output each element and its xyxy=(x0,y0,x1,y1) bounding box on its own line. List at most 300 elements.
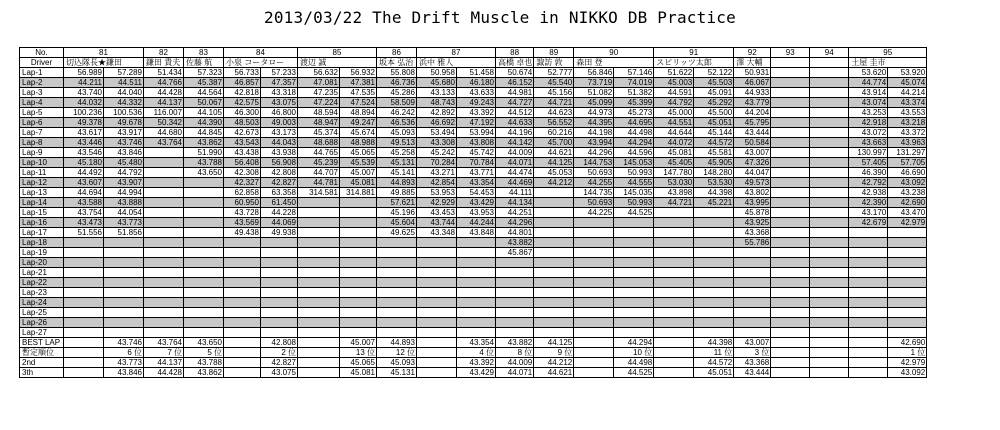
lap-time-cell xyxy=(340,248,377,258)
lap-time-cell: 44.801 xyxy=(496,228,534,238)
lap-time-cell: 48.988 xyxy=(340,138,377,148)
lap-time-cell: 46.690 xyxy=(888,168,927,178)
driver-name: 森田 登 xyxy=(574,58,654,68)
lap-time-cell xyxy=(340,208,377,218)
lap-time-cell: 43.075 xyxy=(261,98,298,108)
lap-time-cell: 314.881 xyxy=(340,188,377,198)
lap-row xyxy=(20,88,927,98)
lap-time-cell: 44.555 xyxy=(614,178,654,188)
lap-time-cell xyxy=(534,258,574,268)
lap-time-cell xyxy=(574,318,614,328)
lap-time-cell: 44.973 xyxy=(574,108,614,118)
summary-cell xyxy=(64,358,104,368)
lap-time-cell: 45.239 xyxy=(298,158,340,168)
lap-time-cell xyxy=(534,298,574,308)
summary-cell: 44.572 xyxy=(694,358,734,368)
lap-time-cell: 148.280 xyxy=(694,168,734,178)
lap-time-cell: 43.746 xyxy=(104,138,144,148)
summary-cell xyxy=(654,368,694,378)
lap-time-cell xyxy=(771,88,810,98)
summary-cell: 13 位 xyxy=(340,348,377,358)
lap-time-cell xyxy=(574,278,614,288)
lap-time-cell: 55.808 xyxy=(377,68,417,78)
lap-time-cell: 43.963 xyxy=(888,138,927,148)
lap-time-cell xyxy=(457,238,496,248)
lap-time-cell: 44.032 xyxy=(64,98,104,108)
lap-time-cell: 44.765 xyxy=(298,148,340,158)
lap-time-cell xyxy=(184,248,224,258)
lap-time-cell: 44.211 xyxy=(64,78,104,88)
summary-cell xyxy=(771,338,810,348)
car-number: 88 xyxy=(496,48,534,58)
driver-name: スピリッツ太郎 xyxy=(654,58,734,68)
lap-time-cell: 44.525 xyxy=(614,208,654,218)
lap-time-cell: 44.893 xyxy=(377,178,417,188)
lap-time-cell: 44.228 xyxy=(261,208,298,218)
car-number: 92 xyxy=(734,48,771,58)
lap-time-cell: 50.693 xyxy=(574,198,614,208)
lap-time-cell xyxy=(298,228,340,238)
lap-time-cell: 43.372 xyxy=(888,128,927,138)
lap-time-cell xyxy=(377,258,417,268)
lap-time-cell xyxy=(574,238,614,248)
lap-time-cell: 44.721 xyxy=(534,98,574,108)
lap-time-cell xyxy=(298,198,340,208)
lap-time-cell: 44.225 xyxy=(574,208,614,218)
lap-time-cell: 44.071 xyxy=(496,158,534,168)
lap-time-cell xyxy=(340,288,377,298)
lap-time-cell xyxy=(654,328,694,338)
lap-time-cell xyxy=(694,258,734,268)
lap-time-cell: 45.405 xyxy=(654,158,694,168)
summary-cell: 5 位 xyxy=(184,348,224,358)
lap-row xyxy=(20,258,927,268)
lap-time-cell xyxy=(144,248,184,258)
lap-label: Lap-14 xyxy=(20,198,64,208)
summary-cell: 43.862 xyxy=(184,368,224,378)
lap-time-cell: 42.827 xyxy=(261,178,298,188)
lap-time-cell: 43.607 xyxy=(64,178,104,188)
lap-time-cell: 45.007 xyxy=(340,168,377,178)
summary-cell xyxy=(810,338,849,348)
lap-time-cell xyxy=(574,268,614,278)
lap-time-cell xyxy=(888,318,927,328)
lap-time-cell xyxy=(184,218,224,228)
lap-time-cell xyxy=(184,228,224,238)
lap-time-cell xyxy=(184,238,224,248)
lap-time-cell: 43.470 xyxy=(888,208,927,218)
lap-time-cell: 44.591 xyxy=(654,88,694,98)
summary-cell: 45.081 xyxy=(340,368,377,378)
summary-cell: 43.764 xyxy=(144,338,184,348)
lap-time-cell: 49.513 xyxy=(377,138,417,148)
lap-time-cell: 43.072 xyxy=(849,128,888,138)
lap-time-cell: 43.740 xyxy=(64,88,104,98)
lap-time-cell: 43.771 xyxy=(457,168,496,178)
lap-time-cell xyxy=(377,328,417,338)
lap-time-cell xyxy=(614,318,654,328)
lap-row xyxy=(20,108,927,118)
lap-time-cell xyxy=(64,278,104,288)
lap-time-cell: 100.536 xyxy=(104,108,144,118)
lap-time-cell xyxy=(261,258,298,268)
lap-time-cell xyxy=(534,228,574,238)
lap-time-cell xyxy=(694,228,734,238)
lap-time-cell xyxy=(144,328,184,338)
lap-time-cell: 44.214 xyxy=(888,88,927,98)
lap-row xyxy=(20,148,927,158)
lap-time-cell xyxy=(184,298,224,308)
lap-time-cell: 44.332 xyxy=(104,98,144,108)
lap-time-cell xyxy=(810,138,849,148)
lap-time-cell xyxy=(144,148,184,158)
lap-time-cell: 57.146 xyxy=(614,68,654,78)
lap-time-cell: 48.894 xyxy=(340,108,377,118)
lap-time-cell: 46.736 xyxy=(377,78,417,88)
lap-time-cell: 45.074 xyxy=(888,78,927,88)
lap-time-cell xyxy=(888,238,927,248)
lap-time-cell: 43.546 xyxy=(64,148,104,158)
car-number: 90 xyxy=(574,48,654,58)
lap-time-cell: 49.378 xyxy=(64,118,104,128)
lap-time-cell: 43.170 xyxy=(849,208,888,218)
lap-time-cell xyxy=(654,298,694,308)
summary-cell xyxy=(654,338,694,348)
lap-time-cell xyxy=(377,268,417,278)
summary-cell xyxy=(849,348,888,358)
lap-time-cell xyxy=(734,318,771,328)
lap-time-cell xyxy=(224,268,261,278)
lap-time-cell xyxy=(694,298,734,308)
lap-time-cell xyxy=(104,278,144,288)
lap-time-cell xyxy=(771,78,810,88)
summary-cell: 43.788 xyxy=(184,358,224,368)
lap-time-cell: 48.743 xyxy=(417,98,457,108)
lap-time-cell xyxy=(694,328,734,338)
lap-time-cell: 56.846 xyxy=(574,68,614,78)
car-number: 94 xyxy=(810,48,849,58)
lap-time-cell: 48.947 xyxy=(298,118,340,128)
lap-time-cell xyxy=(694,208,734,218)
driver-name: 切込隊長★鎌田 xyxy=(64,58,144,68)
lap-time-cell xyxy=(144,178,184,188)
lap-label: Lap-13 xyxy=(20,188,64,198)
lap-time-cell xyxy=(298,308,340,318)
summary-cell xyxy=(64,348,104,358)
lap-time-cell: 52.777 xyxy=(534,68,574,78)
lap-label: Lap-7 xyxy=(20,128,64,138)
lap-time-cell: 42.792 xyxy=(849,178,888,188)
lap-time-cell: 49.573 xyxy=(734,178,771,188)
lap-row xyxy=(20,118,927,128)
lap-time-cell xyxy=(810,308,849,318)
lap-time-cell xyxy=(888,278,927,288)
lap-time-cell xyxy=(417,308,457,318)
summary-cell xyxy=(298,358,340,368)
lap-time-cell: 45.503 xyxy=(694,78,734,88)
summary-cell: 44.428 xyxy=(144,368,184,378)
summary-cell: 11 位 xyxy=(694,348,734,358)
lap-time-cell xyxy=(144,238,184,248)
lap-row xyxy=(20,98,927,108)
lap-time-cell: 70.784 xyxy=(457,158,496,168)
lap-time-cell xyxy=(64,248,104,258)
lap-time-cell xyxy=(810,288,849,298)
car-number: 91 xyxy=(654,48,734,58)
lap-time-cell xyxy=(496,318,534,328)
lap-time-cell: 43.617 xyxy=(64,128,104,138)
lap-time-cell: 53.620 xyxy=(849,68,888,78)
lap-time-cell xyxy=(888,328,927,338)
summary-cell: 44.212 xyxy=(534,358,574,368)
lap-time-cell: 43.994 xyxy=(574,138,614,148)
lap-time-cell: 43.133 xyxy=(417,88,457,98)
lap-time-cell: 45.131 xyxy=(377,158,417,168)
lap-time-cell: 43.553 xyxy=(888,108,927,118)
lap-time-cell xyxy=(694,318,734,328)
summary-cell: 43.092 xyxy=(888,368,927,378)
lap-time-cell: 45.399 xyxy=(614,98,654,108)
summary-label: 暫定順位 xyxy=(20,348,64,358)
lap-time-cell xyxy=(888,228,927,238)
lap-time-cell: 43.744 xyxy=(417,218,457,228)
lap-time-cell: 52.122 xyxy=(694,68,734,78)
lap-row xyxy=(20,228,927,238)
lap-time-cell xyxy=(496,308,534,318)
lap-time-cell: 53.030 xyxy=(654,178,694,188)
summary-cell xyxy=(417,348,457,358)
lap-time-cell xyxy=(417,318,457,328)
lap-time-cell xyxy=(184,268,224,278)
lap-time-cell xyxy=(654,208,694,218)
summary-label: 3th xyxy=(20,368,64,378)
lap-time-cell: 44.474 xyxy=(496,168,534,178)
lap-time-cell xyxy=(654,318,694,328)
lap-row xyxy=(20,188,927,198)
lap-time-cell xyxy=(104,258,144,268)
lap-time-cell xyxy=(771,328,810,338)
lap-time-cell: 44.792 xyxy=(654,98,694,108)
lap-time-cell xyxy=(810,118,849,128)
lap-time-cell: 43.368 xyxy=(734,228,771,238)
lap-time-cell: 50.931 xyxy=(734,68,771,78)
lap-time-cell xyxy=(144,298,184,308)
lap-time-cell xyxy=(694,218,734,228)
summary-cell: 7 位 xyxy=(144,348,184,358)
lap-time-cell xyxy=(340,218,377,228)
lap-row xyxy=(20,208,927,218)
lap-time-cell: 49.625 xyxy=(377,228,417,238)
driver-row xyxy=(20,58,927,68)
lap-time-cell xyxy=(144,228,184,238)
lap-row xyxy=(20,178,927,188)
summary-cell: 42.808 xyxy=(261,338,298,348)
lap-time-cell: 43.802 xyxy=(734,188,771,198)
summary-cell xyxy=(417,358,457,368)
lap-time-cell xyxy=(496,278,534,288)
lap-time-cell: 53.494 xyxy=(417,128,457,138)
lap-time-cell: 51.856 xyxy=(104,228,144,238)
lap-time-cell xyxy=(771,108,810,118)
lap-time-cell xyxy=(298,298,340,308)
lap-label: Lap-26 xyxy=(20,318,64,328)
lap-row xyxy=(20,138,927,148)
lap-time-cell: 46.390 xyxy=(849,168,888,178)
lap-time-cell xyxy=(534,238,574,248)
lap-time-cell: 49.438 xyxy=(224,228,261,238)
lap-time-cell xyxy=(224,318,261,328)
lap-time-cell: 45.795 xyxy=(734,118,771,128)
lap-label: Lap-23 xyxy=(20,288,64,298)
lap-time-cell: 43.173 xyxy=(261,128,298,138)
lap-time-cell: 44.137 xyxy=(144,98,184,108)
lap-time-cell xyxy=(261,238,298,248)
lap-time-cell: 47.357 xyxy=(261,78,298,88)
lap-time-cell xyxy=(417,258,457,268)
lap-time-cell: 42.390 xyxy=(849,198,888,208)
summary-cell xyxy=(810,368,849,378)
car-number: 82 xyxy=(144,48,184,58)
lap-time-cell: 144.753 xyxy=(574,158,614,168)
lap-time-cell xyxy=(144,168,184,178)
lap-time-cell: 57.233 xyxy=(261,68,298,78)
summary-cell xyxy=(298,368,340,378)
lap-time-cell xyxy=(298,258,340,268)
lap-time-cell xyxy=(574,308,614,318)
lap-time-cell: 51.434 xyxy=(144,68,184,78)
lap-time-cell: 44.781 xyxy=(298,178,340,188)
lap-time-cell: 43.569 xyxy=(224,218,261,228)
summary-cell: 45.065 xyxy=(340,358,377,368)
lap-time-cell: 45.141 xyxy=(377,168,417,178)
lap-time-cell: 43.588 xyxy=(64,198,104,208)
lap-time-cell xyxy=(64,298,104,308)
summary-row xyxy=(20,348,927,358)
lap-time-cell: 45.180 xyxy=(64,158,104,168)
summary-cell: 44.893 xyxy=(377,338,417,348)
lap-time-cell xyxy=(888,288,927,298)
lap-time-cell: 43.473 xyxy=(64,218,104,228)
lap-time-cell: 45.258 xyxy=(377,148,417,158)
lap-time-cell xyxy=(184,308,224,318)
driver-name: 高橋 卓也 xyxy=(496,58,534,68)
summary-row xyxy=(20,338,927,348)
lap-time-cell xyxy=(377,298,417,308)
lap-time-cell xyxy=(457,268,496,278)
lap-time-cell xyxy=(64,318,104,328)
lap-time-cell: 44.766 xyxy=(144,78,184,88)
lap-time-cell: 43.218 xyxy=(888,118,927,128)
lap-time-cell: 45.091 xyxy=(694,88,734,98)
lap-time-cell xyxy=(298,278,340,288)
lap-time-cell xyxy=(849,238,888,248)
lap-time-cell xyxy=(574,288,614,298)
lap-time-cell: 45.539 xyxy=(340,158,377,168)
lap-time-cell: 47.381 xyxy=(340,78,377,88)
lap-time-cell: 43.925 xyxy=(734,218,771,228)
lap-time-cell xyxy=(144,218,184,228)
lap-time-cell xyxy=(184,178,224,188)
lap-row xyxy=(20,168,927,178)
lap-time-cell: 43.888 xyxy=(104,198,144,208)
lap-time-cell: 44.498 xyxy=(614,128,654,138)
lap-time-cell xyxy=(614,248,654,258)
car-number: 84 xyxy=(224,48,298,58)
lap-time-cell: 43.318 xyxy=(261,88,298,98)
summary-cell xyxy=(224,368,261,378)
lap-time-cell xyxy=(654,268,694,278)
summary-cell: 43.075 xyxy=(261,368,298,378)
summary-cell xyxy=(849,368,888,378)
lap-time-cell xyxy=(224,238,261,248)
lap-row xyxy=(20,248,927,258)
lap-time-cell xyxy=(614,278,654,288)
lap-time-cell: 44.244 xyxy=(457,218,496,228)
lap-times-table xyxy=(19,47,927,378)
lap-time-cell: 74.019 xyxy=(614,78,654,88)
car-number: 85 xyxy=(298,48,377,58)
summary-cell xyxy=(64,338,104,348)
lap-time-cell: 45.905 xyxy=(694,158,734,168)
summary-cell: 6 位 xyxy=(104,348,144,358)
lap-time-cell: 145.035 xyxy=(614,188,654,198)
lap-time-cell: 56.989 xyxy=(64,68,104,78)
lap-time-cell xyxy=(417,288,457,298)
lap-time-cell: 49.885 xyxy=(377,188,417,198)
lap-time-cell: 45.196 xyxy=(377,208,417,218)
lap-time-cell: 44.105 xyxy=(184,108,224,118)
lap-time-cell xyxy=(810,228,849,238)
lap-time-cell: 44.069 xyxy=(261,218,298,228)
lap-time-cell xyxy=(654,278,694,288)
car-number: 81 xyxy=(64,48,144,58)
lap-time-cell xyxy=(340,268,377,278)
summary-cell xyxy=(574,348,614,358)
summary-cell: 44.125 xyxy=(534,338,574,348)
lap-time-cell xyxy=(810,88,849,98)
lap-time-cell xyxy=(457,328,496,338)
lap-time-cell: 60.216 xyxy=(534,128,574,138)
lap-time-cell xyxy=(104,318,144,328)
driver-name: 土屋 圭市 xyxy=(849,58,927,68)
lap-time-cell: 44.774 xyxy=(849,78,888,88)
lap-time-cell: 45.742 xyxy=(457,148,496,158)
lap-time-cell: 42.979 xyxy=(888,218,927,228)
lap-time-cell: 44.721 xyxy=(654,198,694,208)
lap-time-cell: 314.581 xyxy=(298,188,340,198)
summary-cell xyxy=(810,358,849,368)
lap-time-cell xyxy=(144,258,184,268)
lap-row xyxy=(20,198,927,208)
lap-time-cell xyxy=(614,228,654,238)
lap-time-cell: 46.857 xyxy=(224,78,261,88)
lap-time-cell xyxy=(810,178,849,188)
lap-time-cell xyxy=(298,288,340,298)
lap-time-cell: 45.000 xyxy=(654,108,694,118)
lap-time-cell xyxy=(810,78,849,88)
lap-time-cell: 43.392 xyxy=(457,108,496,118)
lap-time-cell xyxy=(184,258,224,268)
lap-time-cell: 43.650 xyxy=(184,168,224,178)
lap-time-cell xyxy=(417,298,457,308)
lap-time-cell: 43.764 xyxy=(144,138,184,148)
lap-time-cell: 49.003 xyxy=(261,118,298,128)
lap-time-cell xyxy=(614,308,654,318)
lap-time-cell: 43.543 xyxy=(224,138,261,148)
lap-time-cell: 43.882 xyxy=(496,238,534,248)
lap-time-cell xyxy=(534,308,574,318)
summary-cell xyxy=(224,348,261,358)
